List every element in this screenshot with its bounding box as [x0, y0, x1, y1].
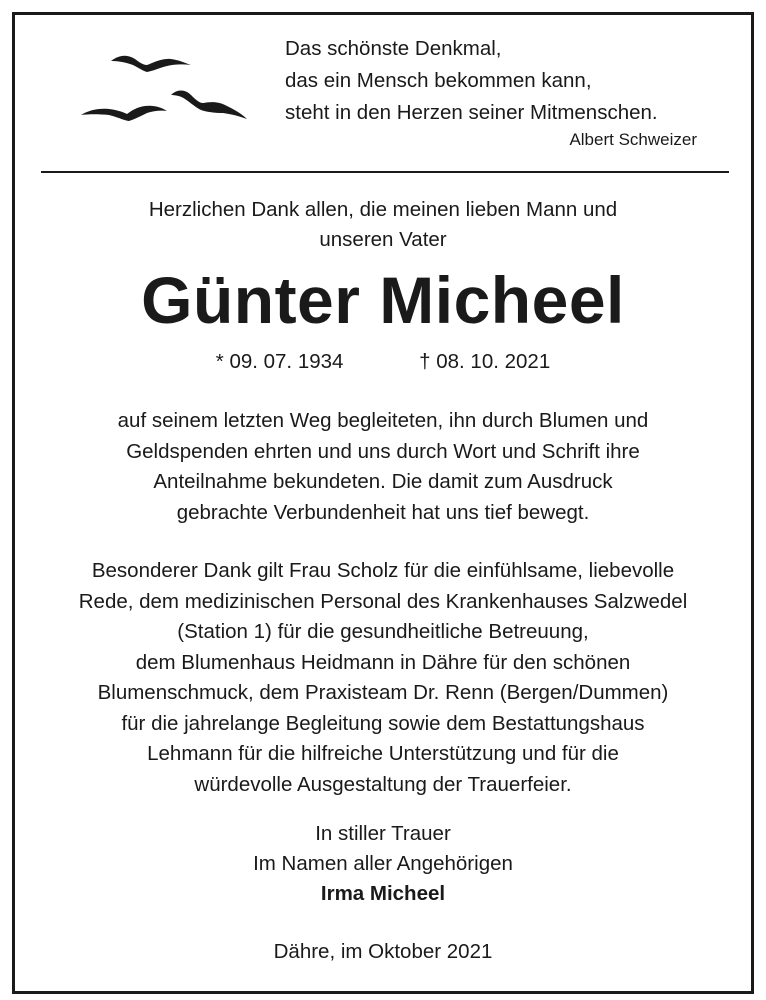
paragraph-line: auf seinem letzten Weg begleiteten, ihn durch Blumen und [117, 409, 649, 432]
birth-date: * 09. 07. 1934 [215, 350, 344, 373]
deceased-name: Günter Micheel [141, 263, 625, 337]
quote-line: Das schönste Denkmal, [285, 37, 502, 60]
paragraph-line: Geldspenden ehrten und uns durch Wort und Schrift ihre [126, 439, 640, 463]
paragraph-line: (Station 1) für die gesundheitliche Betreuung, [177, 620, 589, 643]
bird-top [111, 56, 191, 72]
paragraph-line: Lehmann für die hilfreiche Unterstützung und für die [147, 742, 619, 765]
paragraph-line: gebrachte Verbundenheit hat uns tief bewegt. [176, 500, 590, 524]
death-date: † 08. 10. 2021 [419, 350, 551, 373]
bird-right [171, 91, 247, 120]
closing-line: In stiller Trauer [315, 822, 451, 845]
thanks-paragraph [15, 406, 751, 528]
paragraph-line: Blumenschmuck, dem Praxisteam Dr. Renn (Bergen/Dummen) [97, 681, 669, 704]
paragraph-line: für die jahrelange Begleitung sowie dem Bestattungshaus [121, 711, 645, 735]
quote-line: das ein Mensch bekommen kann, [285, 69, 592, 92]
quote-line: steht in den Herzen seiner Mitmenschen. [285, 101, 658, 124]
paragraph-line: würdevolle Ausgestaltung der Trauerfeier. [194, 772, 572, 796]
closing-line: Im Namen aller Angehörigen [253, 852, 513, 875]
special-thanks-paragraph [15, 556, 751, 800]
quote-author: Albert Schweizer [569, 130, 697, 149]
bird-left [81, 106, 167, 121]
signer-name: Irma Micheel [320, 882, 446, 905]
place-date-text: Dähre, im Oktober 2021 [273, 940, 493, 963]
flying-birds-icon [67, 39, 247, 129]
quote [285, 33, 735, 151]
paragraph-line: Anteilnahme bekundeten. Die damit zum Ausdruck [153, 470, 613, 493]
life-dates [15, 348, 751, 376]
place-date [15, 937, 751, 967]
intro-text [15, 195, 751, 255]
intro-line: Herzlichen Dank allen, die meinen lieben Mann und [148, 198, 618, 221]
paragraph-line: Rede, dem medizinischen Personal des Krankenhauses Salzwedel [78, 589, 688, 613]
divider [41, 171, 729, 173]
paragraph-line: dem Blumenhaus Heidmann in Dähre für den schönen [135, 650, 631, 674]
paragraph-line: Besonderer Dank gilt Frau Scholz für die einfühlsame, liebevolle [91, 559, 675, 582]
closing-block [15, 819, 751, 909]
intro-line: unseren Vater [319, 228, 447, 251]
obituary-notice [12, 12, 754, 994]
